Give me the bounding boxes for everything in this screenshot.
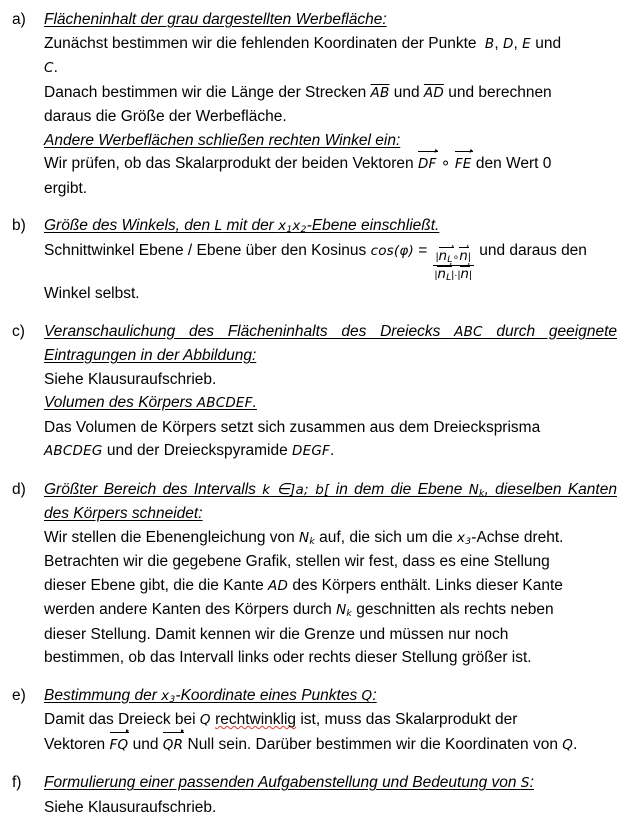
cosine-fraction — [433, 248, 474, 282]
item-d-line-2: Betrachten wir die gegebene Grafik, stellen wir fest, dass es eine Stellung — [44, 553, 550, 571]
item-b-heading-mid: mit der — [222, 217, 279, 234]
item-a-line-4: daraus die Größe der Werbefläche. — [44, 108, 287, 125]
dot-product-operator: ∘ — [436, 155, 455, 172]
item-d-line-6: bestimmen, ob das Intervall links oder rechts dieser Stellung größer ist. — [44, 649, 532, 667]
fraction-dot-operator: ∘ — [452, 250, 460, 263]
item-e-line-2-tail: Null sein. Darüber bestimmen wir die Koordinaten von — [183, 735, 563, 753]
item-e-line-2-text: Vektoren — [44, 735, 110, 753]
point-s: S — [520, 775, 530, 792]
item-d-line-3-text: dieser Ebene gibt, die die Kante — [44, 576, 269, 594]
item-b-heading — [44, 214, 617, 239]
list-item-e — [12, 684, 617, 758]
item-d-heading — [44, 478, 617, 503]
point-e: E — [522, 35, 531, 52]
item-f-line-1: Siehe Klausuraufschrieb. — [44, 798, 217, 816]
x-sub-2: 2 — [300, 224, 307, 236]
sep: , — [513, 34, 523, 52]
n-sub-k: k — [479, 487, 485, 499]
item-a-line-5-tail: den Wert 0 — [471, 155, 552, 172]
n-label: n — [460, 266, 470, 283]
spellcheck-flagged-word: rechtwinklig — [215, 711, 297, 729]
item-b-line-2: Winkel selbst. — [44, 285, 140, 303]
n-symbol: N — [299, 529, 310, 546]
item-d-line-1-tail: -Achse dreht. — [471, 528, 564, 546]
sep: , — [494, 34, 503, 52]
item-d-line-4-text: werden andere Kanten des Körpers durch — [44, 601, 337, 619]
plane-nk — [299, 530, 315, 546]
line-l: L — [214, 218, 223, 234]
cos-phi: cos(φ) — [370, 242, 414, 259]
item-d-heading-post: , dieselben Kanten — [484, 480, 617, 498]
item-b-heading-post: -Ebene einschließt. — [306, 217, 440, 234]
vector-qr-label: QR — [162, 736, 184, 753]
item-b-line-1-tail: und daraus den — [474, 241, 587, 259]
item-e-line-2 — [44, 733, 617, 758]
item-d-heading-line2: des Körpers schneidet: — [44, 505, 203, 523]
open-interval: ]a; b[ — [290, 481, 330, 498]
item-c-heading-post: durch geeignete — [482, 322, 617, 340]
item-a-line-1 — [44, 32, 617, 57]
colon: : — [529, 774, 534, 792]
point-q: Q — [361, 687, 373, 704]
item-d-heading-mid: in dem die Ebene — [329, 480, 469, 498]
parameter-k: k — [262, 481, 271, 498]
n-sub-l: L — [446, 272, 452, 284]
item-d-line-3-tail: des Körpers enthält. Links dieser Kante — [288, 576, 563, 594]
conj: und — [530, 34, 562, 52]
item-e-heading-pre: Bestimmung der — [44, 686, 162, 704]
period: . — [53, 59, 58, 76]
n-symbol: n — [438, 247, 448, 264]
item-body-b — [44, 214, 617, 306]
normal-vector-n — [459, 248, 468, 264]
x-symbol: x — [457, 529, 466, 546]
x-symbol: x — [292, 218, 301, 234]
vector-df — [418, 152, 437, 177]
list-item-f — [12, 771, 617, 819]
triangle-abc: ABC — [454, 323, 483, 340]
item-b-line-1-text: Schnittwinkel Ebene / Ebene über den Kosinus — [44, 241, 371, 259]
axis-x3 — [457, 530, 471, 546]
item-d-line-4 — [44, 598, 617, 623]
item-f-heading — [44, 771, 617, 796]
colon: : — [372, 686, 377, 704]
point-b: B — [484, 35, 495, 52]
item-body-d — [44, 478, 617, 670]
normal-vector-nl — [439, 248, 453, 264]
item-e-line-1-tail: ist, muss das Skalarprodukt der — [296, 711, 518, 729]
item-d-line-1 — [44, 526, 617, 551]
item-e-heading — [44, 684, 617, 709]
item-a-line-6: ergibt. — [44, 179, 88, 197]
list-item-d — [12, 478, 617, 670]
item-body-e — [44, 684, 617, 758]
item-d-line-3 — [44, 574, 617, 599]
item-a-line-2 — [44, 56, 617, 81]
item-marker-c: c) — [12, 322, 25, 340]
fraction-multiply-operator: · — [454, 269, 458, 282]
item-d-line-1-mid: auf, die sich um die — [314, 528, 458, 546]
point-c: C — [44, 60, 54, 76]
item-c-heading-line2: Eintragungen in der Abbildung: — [44, 347, 257, 365]
vector-qr — [163, 733, 183, 758]
n-sub-k: k — [309, 535, 315, 547]
item-marker-b: b) — [12, 217, 26, 234]
plane-nk — [469, 482, 485, 498]
x-sub-3: 3 — [465, 535, 472, 547]
n-sub-k: k — [346, 608, 352, 620]
item-e-heading-mid: -Koordinate eines Punktes — [175, 686, 362, 704]
x-symbol: x — [161, 687, 170, 704]
n-sub-l: L — [447, 253, 453, 265]
point-q: Q — [199, 712, 211, 729]
item-b-line-1 — [44, 239, 617, 283]
item-c-heading-pre: Veranschaulichung des Flächeninhalts des Dreiecks — [44, 322, 455, 340]
vector-fe — [455, 152, 472, 177]
plane-nk — [336, 602, 352, 618]
conj: und — [128, 735, 163, 753]
item-marker-e: e) — [12, 686, 26, 704]
list-item-a — [12, 8, 617, 200]
item-c-line-2: Das Volumen de Körpers setzt sich zusammen aus dem Dreiecksprisma — [44, 418, 541, 436]
x-sub-1: 1 — [286, 224, 293, 236]
item-marker-a: a) — [12, 11, 26, 28]
coordinate-x3 — [161, 688, 175, 704]
item-a-line-3-tail: und berechnen — [443, 83, 552, 101]
item-a-line-3-text: Danach bestimmen wir die Länge der Strecken — [44, 83, 371, 101]
edge-ad: AD — [268, 577, 289, 594]
nl-label — [439, 249, 453, 264]
normal-vector-nl — [437, 266, 451, 282]
item-a-line-1-text: Zunächst bestimmen wir die fehlenden Koordinaten der Punkte — [44, 34, 481, 52]
period: . — [573, 735, 578, 753]
list-item-c — [12, 320, 617, 464]
item-c-line-3 — [44, 439, 617, 464]
item-a-line-5-text: Wir prüfen, ob das Skalarprodukt der beiden Vektoren — [44, 155, 418, 172]
item-d-line-1-text: Wir stellen die Ebenengleichung von — [44, 528, 300, 546]
item-c-heading-2-pre: Volumen des Körpers — [44, 394, 197, 412]
item-body-a — [44, 8, 617, 200]
item-d-heading-pre: Größter Bereich des Intervalls — [44, 480, 263, 498]
pyramid-degf: DEGF — [292, 443, 330, 460]
n-symbol: N — [336, 602, 347, 619]
list-item-b — [12, 214, 617, 306]
fraction-numerator: $|n_L\circ n|$ — [435, 247, 471, 265]
period: . — [330, 442, 335, 460]
period: . — [252, 394, 257, 412]
element-of-symbol: ∈ — [270, 480, 291, 498]
n-label: n — [459, 247, 468, 264]
prism-abcdeg: ABCDEG — [44, 443, 103, 460]
item-c-heading — [44, 320, 617, 345]
item-d-line-5: dieser Stellung. Damit kennen wir die Grenze und müssen nur noch — [44, 625, 509, 643]
equals-sign: = — [413, 241, 432, 259]
item-c-heading-2 — [44, 391, 617, 416]
normal-vector-n — [460, 266, 469, 282]
vector-fq-label: FQ — [109, 736, 129, 753]
n-symbol: N — [468, 481, 480, 498]
vector-fq — [110, 733, 129, 758]
item-a-heading-2: Andere Werbeflächen schließen rechten Winkel ein: — [44, 131, 401, 149]
item-a-heading: Flächeninhalt der grau dargestellten Werbefläche: — [44, 11, 387, 28]
point-q: Q — [562, 736, 574, 753]
fraction-denominator: $|n_L|\cdot|n|$ — [434, 266, 472, 284]
item-d-line-4-tail: geschnitten als rechts neben — [351, 601, 554, 619]
item-e-line-1 — [44, 708, 617, 733]
item-c-line-3-mid: und der Dreieckspyramide — [102, 442, 293, 460]
item-body-f — [44, 771, 617, 819]
x-sub-3: 3 — [169, 693, 176, 705]
plane-x1x2 — [278, 218, 307, 234]
item-marker-d: d) — [12, 480, 26, 498]
item-marker-f: f) — [12, 774, 22, 792]
item-b-heading-pre: Größe des Winkels, den — [44, 217, 215, 234]
segment-ab: $\overline{AB}$ — [370, 84, 390, 101]
item-f-heading-pre: Formulierung einer passenden Aufgabenstellung und Bedeutung von — [44, 774, 521, 792]
item-a-line-3 — [44, 81, 617, 106]
item-body-c — [44, 320, 617, 464]
nl-label — [437, 267, 451, 282]
segment-ad: $\overline{AD}$ — [423, 84, 444, 101]
conj: und — [389, 83, 424, 101]
vector-fe-label: FE — [454, 156, 472, 172]
item-a-line-5 — [44, 152, 617, 177]
vector-df-label: DF — [417, 156, 437, 172]
item-c-line-1: Siehe Klausuraufschrieb. — [44, 370, 217, 388]
n-symbol: n — [437, 266, 447, 283]
x-symbol: x — [278, 218, 287, 234]
solid-abcdef: ABCDEF — [196, 395, 253, 412]
point-d: D — [502, 35, 514, 52]
item-e-line-1-text: Damit das Dreieck bei — [44, 711, 200, 729]
